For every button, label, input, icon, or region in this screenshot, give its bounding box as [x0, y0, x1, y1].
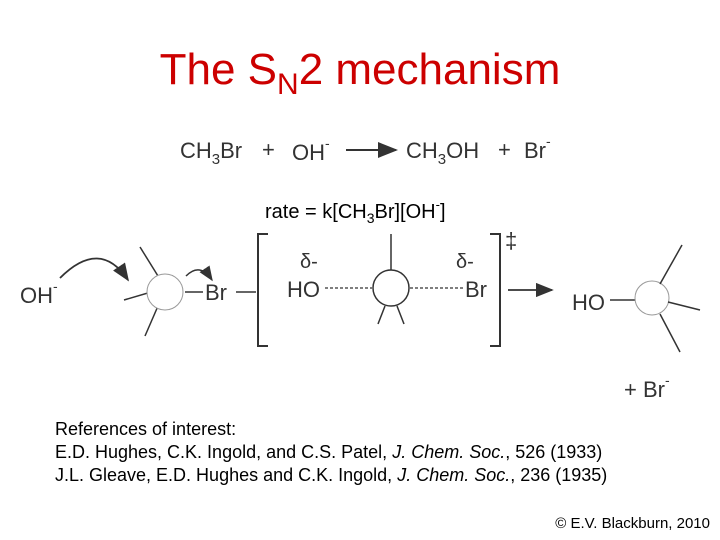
carbon-atom	[147, 274, 183, 310]
leaving-group-label: Br	[205, 280, 227, 305]
ts-bromine-label: Br	[465, 277, 487, 302]
product-side	[572, 245, 700, 402]
rate-law: rate = $k[CH_3Br][OH^-]$	[265, 197, 446, 226]
product-carbon-atom	[635, 281, 669, 315]
bromide-byproduct: + Br-	[624, 372, 670, 402]
right-bracket	[490, 234, 500, 346]
partial-charge-left: δ-	[300, 251, 318, 273]
left-bracket	[258, 234, 268, 346]
reference-item: J.L. Gleave, E.D. Hughes and C.K. Ingold, J. Chem. Soc., 236 (1935)	[55, 465, 608, 485]
product-hydroxyl-label: HO	[572, 290, 605, 315]
nucleophile-label: OH-	[20, 278, 58, 308]
product-methanol: $CH_3OH$	[406, 138, 480, 168]
leaving-group-arrow	[186, 270, 212, 280]
plus-sign: +	[498, 137, 511, 162]
transition-state-symbol: ‡	[505, 228, 518, 253]
ts-hydroxyl-label: HO	[287, 277, 320, 302]
references-heading: References of interest:	[55, 419, 237, 439]
copyright-notice: © E.V. Blackburn, 2010	[555, 515, 710, 532]
reactant-side	[20, 247, 256, 336]
plus-sign: +	[262, 137, 275, 162]
reactant-ch3br: $CH_3Br$	[180, 138, 243, 168]
slide-title: The $S_N2$ mechanism	[159, 45, 561, 101]
reactant-hydroxide: OH-	[292, 135, 330, 165]
overall-equation	[180, 133, 551, 168]
transition-state	[258, 228, 517, 346]
nucleophile-attack-arrow	[60, 258, 128, 280]
reference-item: E.D. Hughes, C.K. Ingold, and C.S. Patel, J. Chem. Soc., 526 (1933)	[55, 442, 603, 462]
references	[55, 418, 715, 487]
product-bromide: Br-	[524, 133, 551, 163]
ts-carbon-atom	[373, 270, 409, 306]
partial-charge-right: δ-	[456, 251, 474, 273]
